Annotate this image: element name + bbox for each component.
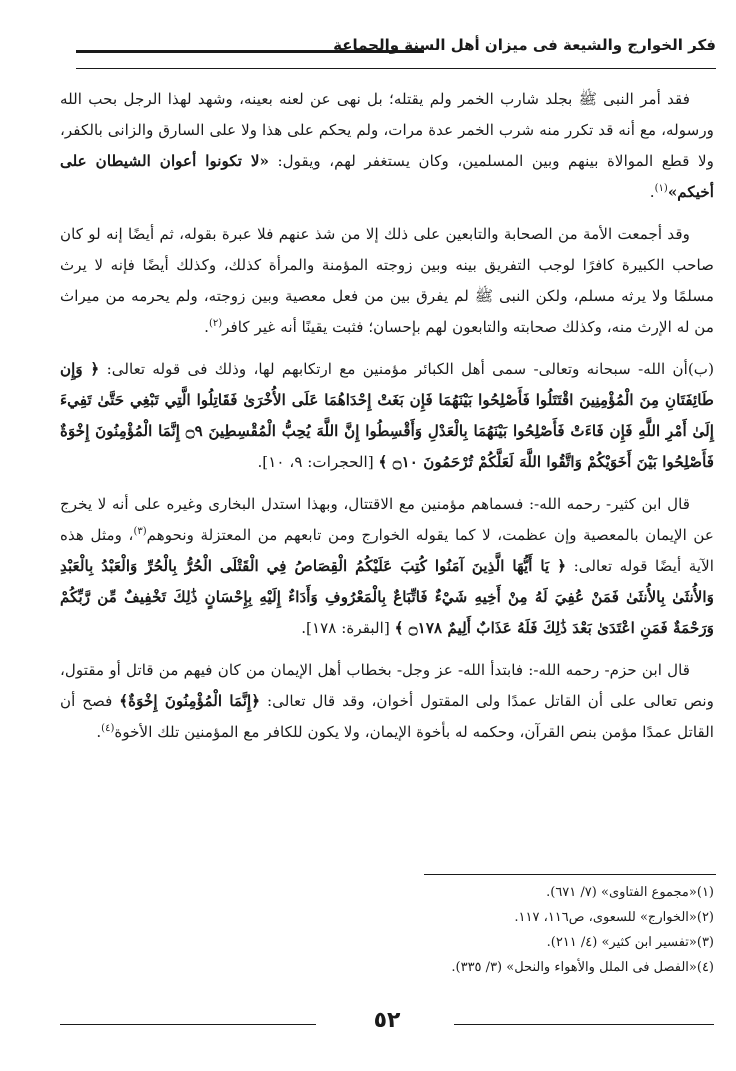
verse-citation: [البقرة: ١٧٨]. (301, 619, 395, 637)
footnotes (114, 880, 714, 980)
verse-citation: [الحجرات: ٩، ١٠]. (257, 453, 379, 471)
footnote-ref: (١) (654, 182, 668, 194)
paragraph-text: وقد أجمعت الأمة من الصحابة والتابعين على ذلك إلا من شذ عنهم فلا عبرة بقوله، ثم أيضًا إنه لو كان صاحب الكبيرة كافرًا لوجب التفريق بينه وبين زوجته المؤمنة والمرأة كذلك، وكذلك أيضًا فإنه لا يرث مسلمًا ولا يرثه مسلم، ولكن النبى ﷺ لم يفرق بين من فعل معصية وبين زوجته، ولم يحرمه من ميراث من له الإرث منه، وكذلك صحابته والتابعون لهم بإحسان؛ فثبت يقينًا أنه غير كافر (60, 225, 714, 336)
hadith-quote: «لا تكونوا أعوان الشيطان على أخيكم» (60, 152, 714, 201)
paragraph-4 (60, 489, 714, 644)
paragraph-text: قال ابن كثير- رحمه الله-: فسماهم مؤمنين مع الاقتتال، وبهذا استدل البخارى وغيره على أنه لا يخرج عن الإيمان بالمعصية وإن عظمت، لا كما يقوله الخوارج ومن تابعهم من المعتزلة ونحوهم (60, 495, 714, 544)
paragraph-text-continued: فصح أن القاتل عمدًا مؤمن بنص القرآن، وحكمه له بأخوة الإيمان، ولا يكون للكافر مع المؤمنين تلك الأخوة (60, 692, 714, 741)
header-rule-thin (76, 68, 716, 69)
page-footer (60, 1010, 714, 1040)
footnote-3: (٣)«تفسير ابن كثير» (٤/ ٢١١). (546, 935, 714, 950)
footnote-ref: (٤) (101, 722, 115, 734)
paragraph-tail: . (204, 318, 209, 336)
paragraph-tail: . (649, 183, 655, 201)
footnote-4: (٤)«الفصل فى الملل والأهواء والنحل» (٣/ ٣٣٥). (451, 960, 714, 975)
paragraph-5 (60, 655, 714, 748)
quran-verse: ﴿ وَإِن طَائِفَتَانِ مِنَ الْمُؤْمِنِينَ اقْتَتَلُوا فَأَصْلِحُوا بَيْنَهُمَا فَإِن بَغَتْ إِحْدَاهُمَا عَلَى الأُخْرَىٰ فَقَاتِلُوا الَّتِي تَبْغِي حَتَّىٰ تَفِيءَ إِلَىٰ أَمْرِ اللَّهِ فَإِن فَاءَتْ فَأَصْلِحُوا بَيْنَهُمَا بِالْعَدْلِ وَأَقْسِطُوا إِنَّ اللَّهَ يُحِبُّ الْمُقْسِطِينَ ۝٩ إِنَّمَا الْمُؤْمِنُونَ إِخْوَةٌ فَأَصْلِحُوا بَيْنَ أَخَوَيْكُمْ وَاتَّقُوا اللَّهَ لَعَلَّكُمْ تُرْحَمُونَ ۝١٠ ﴾ (60, 360, 714, 471)
paragraph-2 (60, 219, 714, 343)
paragraph-tail: . (96, 723, 102, 741)
footnote-separator (424, 874, 716, 875)
page-number: ٥٢ (373, 1008, 401, 1033)
paragraph-text: فقد أمر النبى ﷺ بجلد شارب الخمر ولم يقتله؛ بل نهى عن لعنه بعينه، وشهد لهذا الرجل بحب الله ورسوله، مع أنه قد تكرر منه شرب الخمر عدة مرات، ولم يحكم على هذا ولا على السارق والزانى بالكفر، ولا قطع الموالاة بينهم وبين المسلمين، وكان يستغفر لهم، ويقول: (60, 90, 714, 170)
footnote-ref: (٣) (133, 525, 147, 537)
paragraph-3 (60, 354, 714, 478)
running-header (76, 30, 716, 70)
footer-rule-right (454, 1024, 714, 1025)
footnote-2: (٢)«الخوارج» للسعوى، ص١١٦، ١١٧. (514, 910, 714, 925)
quran-verse: ﴿ يَا أَيُّهَا الَّذِينَ آمَنُوا كُتِبَ عَلَيْكُمُ الْقِصَاصُ فِي الْقَتْلَى الْحُرُّ بِالْحُرِّ وَالْعَبْدُ بِالْعَبْدِ وَالأُنثَىٰ بِالأُنثَىٰ فَمَنْ عُفِيَ لَهُ مِنْ أَخِيهِ شَيْءٌ فَاتِّبَاعٌ بِالْمَعْرُوفِ وَأَدَاءٌ إِلَيْهِ بِإِحْسَانٍ ذَٰلِكَ تَخْفِيفٌ مِّن رَّبِّكُمْ وَرَحْمَةٌ فَمَنِ اعْتَدَىٰ بَعْدَ ذَٰلِكَ فَلَهُ عَذَابٌ أَلِيمٌ ۝١٧٨ ﴾ (60, 557, 714, 637)
paragraph-1 (60, 84, 714, 208)
paragraph-text-continued: ، ومثل هذه الآية أيضًا قوله تعالى: (60, 526, 714, 575)
header-rule-thick (76, 50, 424, 53)
header-title: فكر الخوارج والشيعة فى ميزان أهل السنة والجماعة (333, 36, 716, 54)
paragraph-text: (ب)أن الله- سبحانه وتعالى- سمى أهل الكبائر مؤمنين مع ارتكابهم لها، وذلك فى قوله تعالى: (99, 360, 714, 378)
footnote-ref: (٢) (208, 317, 223, 329)
main-text (60, 84, 714, 759)
quran-verse: ﴿إِنَّمَا الْمُؤْمِنُونَ إِخْوَةٌ﴾ (119, 692, 261, 710)
footnote-1: (١)«مجموع الفتاوى» (٧/ ٦٧١). (546, 885, 714, 900)
paragraph-text: قال ابن حزم- رحمه الله-: فابتدأ الله- عز وجل- بخطاب أهل الإيمان من كان فيهم من قاتل أو مقتول، ونص تعالى على أن القاتل عمدًا ولى المقتول أخوان، وقد قال تعالى: (60, 661, 714, 710)
